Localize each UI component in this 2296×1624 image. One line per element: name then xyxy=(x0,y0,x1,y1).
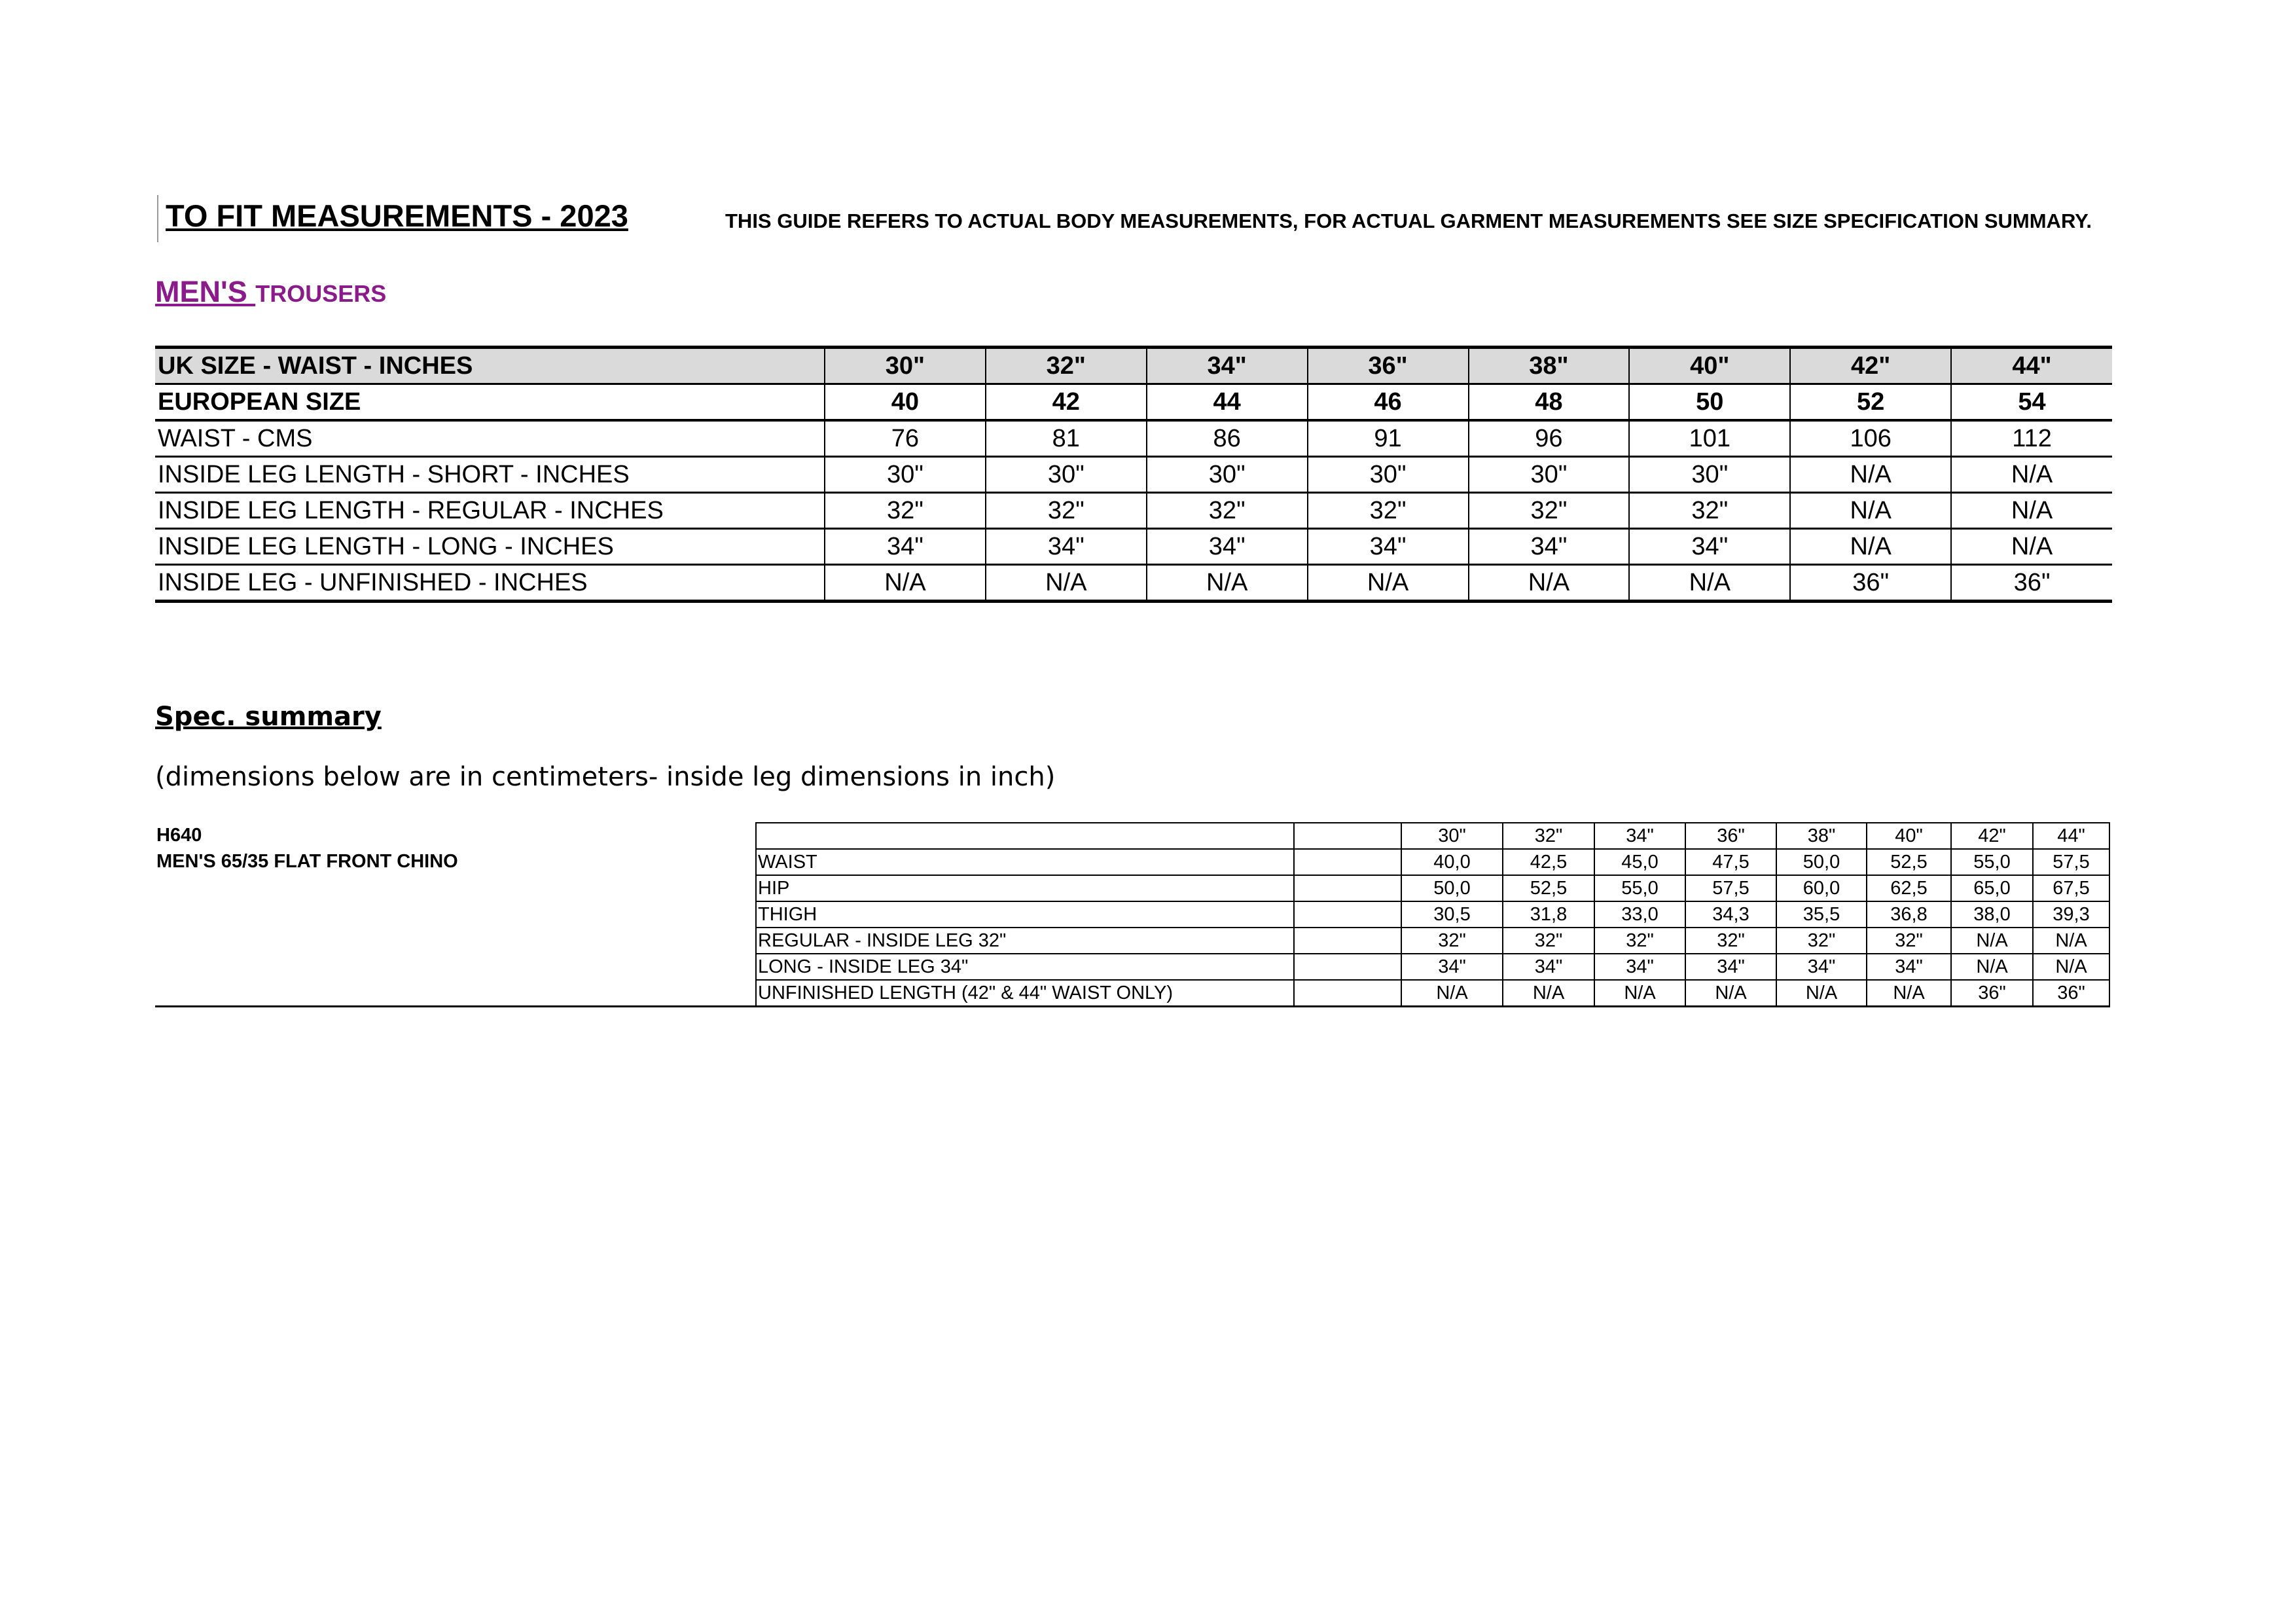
empty-cell xyxy=(155,954,756,980)
row-label: EUROPEAN SIZE xyxy=(155,384,825,421)
category-sub: TROUSERS xyxy=(255,280,387,307)
table-cell: 34" xyxy=(1503,954,1594,980)
table-cell: 36" xyxy=(1790,565,1951,602)
table-cell: 30" xyxy=(1308,457,1469,493)
table-cell: 36" xyxy=(1951,980,2033,1007)
spec-row xyxy=(155,954,2109,980)
empty-cell xyxy=(1294,901,1401,928)
table-cell: 86 xyxy=(1147,420,1308,457)
table-cell: 30" xyxy=(986,457,1147,493)
table-cell: 34,3 xyxy=(1685,901,1776,928)
table-cell: N/A xyxy=(1790,529,1951,565)
table-cell: 45,0 xyxy=(1594,849,1685,875)
table-cell: 30" xyxy=(825,457,986,493)
empty-cell xyxy=(1294,849,1401,875)
spec-summary-note: (dimensions below are in centimeters- inside leg dimensions in inch) xyxy=(155,762,1056,792)
table-cell: 32" xyxy=(1503,928,1594,954)
table-cell: 106 xyxy=(1790,420,1951,457)
table-cell: 50,0 xyxy=(1776,849,1867,875)
table-cell: N/A xyxy=(2033,928,2109,954)
table-cell: 44 xyxy=(1147,384,1308,421)
table-cell: 34" xyxy=(1147,348,1308,384)
table-cell: 32" xyxy=(825,493,986,529)
empty-cell xyxy=(1294,954,1401,980)
table-cell: 48 xyxy=(1469,384,1630,421)
row-label: INSIDE LEG - UNFINISHED - INCHES xyxy=(155,565,825,602)
measurement-label: REGULAR - INSIDE LEG 32" xyxy=(756,928,1294,954)
row-label: WAIST - CMS xyxy=(155,420,825,457)
table-cell: 39,3 xyxy=(2033,901,2109,928)
table-cell: 34" xyxy=(1147,529,1308,565)
table-cell: N/A xyxy=(1790,493,1951,529)
table-cell: 34" xyxy=(1594,954,1685,980)
table-cell: 34" xyxy=(986,529,1147,565)
empty-cell xyxy=(155,875,756,901)
table-cell: 36,8 xyxy=(1867,901,1951,928)
table-cell: 42 xyxy=(986,384,1147,421)
table-cell: 57,5 xyxy=(1685,875,1776,901)
table-cell: 33,0 xyxy=(1594,901,1685,928)
table-cell: 52,5 xyxy=(1503,875,1594,901)
fit-table-row xyxy=(155,348,2112,384)
table-cell: N/A xyxy=(1867,980,1951,1007)
table-cell: N/A xyxy=(1951,493,2112,529)
table-cell: 30,5 xyxy=(1401,901,1503,928)
row-label: INSIDE LEG LENGTH - LONG - INCHES xyxy=(155,529,825,565)
table-cell: 55,0 xyxy=(1594,875,1685,901)
table-cell: 60,0 xyxy=(1776,875,1867,901)
table-cell: 36" xyxy=(1308,348,1469,384)
table-cell: N/A xyxy=(1685,980,1776,1007)
size-header: 36" xyxy=(1685,823,1776,849)
table-cell: 32" xyxy=(1629,493,1790,529)
table-cell: N/A xyxy=(1147,565,1308,602)
table-cell: 101 xyxy=(1629,420,1790,457)
empty-cell xyxy=(155,901,756,928)
empty-cell xyxy=(1294,823,1401,849)
table-cell: 44" xyxy=(1951,348,2112,384)
table-cell: N/A xyxy=(1503,980,1594,1007)
table-cell: 42,5 xyxy=(1503,849,1594,875)
table-cell: N/A xyxy=(825,565,986,602)
table-cell: 35,5 xyxy=(1776,901,1867,928)
table-cell: 67,5 xyxy=(2033,875,2109,901)
table-cell: N/A xyxy=(2033,954,2109,980)
category-main: MEN'S xyxy=(155,275,256,308)
table-cell: N/A xyxy=(1776,980,1867,1007)
table-cell: 32" xyxy=(986,348,1147,384)
empty-cell xyxy=(756,823,1294,849)
fit-table-row xyxy=(155,529,2112,565)
table-cell: 30" xyxy=(1469,457,1630,493)
table-cell: N/A xyxy=(1951,928,2033,954)
guide-note: THIS GUIDE REFERS TO ACTUAL BODY MEASUREMENTS, FOR ACTUAL GARMENT MEASUREMENTS SEE SIZE SPECIFICATION SUMMARY. xyxy=(725,209,2092,232)
fit-table-row xyxy=(155,384,2112,421)
table-cell: 40" xyxy=(1629,348,1790,384)
fit-table-row xyxy=(155,493,2112,529)
table-cell: 32" xyxy=(1469,493,1630,529)
table-cell: N/A xyxy=(986,565,1147,602)
table-cell: 47,5 xyxy=(1685,849,1776,875)
fit-measurements-table xyxy=(155,346,2112,603)
table-cell: 52 xyxy=(1790,384,1951,421)
spec-row xyxy=(155,875,2109,901)
size-header: 38" xyxy=(1776,823,1867,849)
table-cell: 50,0 xyxy=(1401,875,1503,901)
table-cell: 52,5 xyxy=(1867,849,1951,875)
table-cell: 112 xyxy=(1951,420,2112,457)
product-name: MEN'S 65/35 FLAT FRONT CHINO xyxy=(156,851,458,872)
empty-cell xyxy=(1294,928,1401,954)
size-header: 44" xyxy=(2033,823,2109,849)
table-cell: 91 xyxy=(1308,420,1469,457)
table-cell: 40 xyxy=(825,384,986,421)
empty-cell xyxy=(1294,980,1401,1007)
table-cell: 32" xyxy=(1147,493,1308,529)
spec-row xyxy=(155,901,2109,928)
measurement-label: HIP xyxy=(756,875,1294,901)
table-cell: 38,0 xyxy=(1951,901,2033,928)
product-code: H640 xyxy=(156,825,202,846)
fit-table-row xyxy=(155,565,2112,602)
table-cell: 54 xyxy=(1951,384,2112,421)
spec-header-row xyxy=(155,823,2109,849)
fit-table-row xyxy=(155,420,2112,457)
table-cell: 36" xyxy=(1951,565,2112,602)
table-cell: N/A xyxy=(1629,565,1790,602)
table-cell: N/A xyxy=(1790,457,1951,493)
spec-row xyxy=(155,849,2109,875)
measurement-label: UNFINISHED LENGTH (42" & 44" WAIST ONLY) xyxy=(756,980,1294,1007)
category-heading xyxy=(155,275,386,309)
size-header: 40" xyxy=(1867,823,1951,849)
table-cell: 34" xyxy=(1469,529,1630,565)
table-cell: 96 xyxy=(1469,420,1630,457)
table-cell: 34" xyxy=(1401,954,1503,980)
fit-table-row xyxy=(155,457,2112,493)
table-cell: 30" xyxy=(1629,457,1790,493)
table-cell: 30" xyxy=(825,348,986,384)
page-title: TO FIT MEASUREMENTS - 2023 xyxy=(166,198,628,233)
table-cell: 34" xyxy=(1867,954,1951,980)
row-label: INSIDE LEG LENGTH - SHORT - INCHES xyxy=(155,457,825,493)
table-cell: 32" xyxy=(1401,928,1503,954)
size-header: 30" xyxy=(1401,823,1503,849)
table-cell: 65,0 xyxy=(1951,875,2033,901)
table-cell: 32" xyxy=(1867,928,1951,954)
spec-summary-table xyxy=(155,822,2110,1007)
table-cell: N/A xyxy=(1951,954,2033,980)
table-cell: 57,5 xyxy=(2033,849,2109,875)
table-cell: 32" xyxy=(1594,928,1685,954)
table-cell: 46 xyxy=(1308,384,1469,421)
size-header: 42" xyxy=(1951,823,2033,849)
table-cell: 81 xyxy=(986,420,1147,457)
measurement-label: THIGH xyxy=(756,901,1294,928)
table-cell: 34" xyxy=(1685,954,1776,980)
spec-summary-title: Spec. summary xyxy=(155,702,382,732)
table-cell: 62,5 xyxy=(1867,875,1951,901)
table-cell: 31,8 xyxy=(1503,901,1594,928)
table-cell: 34" xyxy=(1308,529,1469,565)
table-cell: 34" xyxy=(1776,954,1867,980)
measurement-label: WAIST xyxy=(756,849,1294,875)
table-cell: 76 xyxy=(825,420,986,457)
table-cell: 50 xyxy=(1629,384,1790,421)
table-cell: N/A xyxy=(1401,980,1503,1007)
table-cell: 38" xyxy=(1469,348,1630,384)
table-cell: 34" xyxy=(1629,529,1790,565)
size-header: 32" xyxy=(1503,823,1594,849)
measurement-label: LONG - INSIDE LEG 34" xyxy=(756,954,1294,980)
table-cell: N/A xyxy=(1308,565,1469,602)
row-label: INSIDE LEG LENGTH - REGULAR - INCHES xyxy=(155,493,825,529)
table-cell: 34" xyxy=(825,529,986,565)
table-cell: 30" xyxy=(1147,457,1308,493)
table-cell: 36" xyxy=(2033,980,2109,1007)
table-cell: N/A xyxy=(1951,457,2112,493)
table-cell: N/A xyxy=(1951,529,2112,565)
table-cell: 32" xyxy=(1776,928,1867,954)
table-cell: N/A xyxy=(1469,565,1630,602)
empty-cell xyxy=(155,980,756,1007)
spec-row xyxy=(155,980,2109,1007)
spec-row xyxy=(155,928,2109,954)
table-cell: 32" xyxy=(1308,493,1469,529)
title-left-border xyxy=(157,195,158,242)
size-header: 34" xyxy=(1594,823,1685,849)
table-cell: 32" xyxy=(1685,928,1776,954)
table-cell: 40,0 xyxy=(1401,849,1503,875)
row-label: UK SIZE - WAIST - INCHES xyxy=(155,348,825,384)
table-cell: 32" xyxy=(986,493,1147,529)
table-cell: 42" xyxy=(1790,348,1951,384)
empty-cell xyxy=(155,928,756,954)
table-cell: 55,0 xyxy=(1951,849,2033,875)
empty-cell xyxy=(1294,875,1401,901)
table-cell: N/A xyxy=(1594,980,1685,1007)
